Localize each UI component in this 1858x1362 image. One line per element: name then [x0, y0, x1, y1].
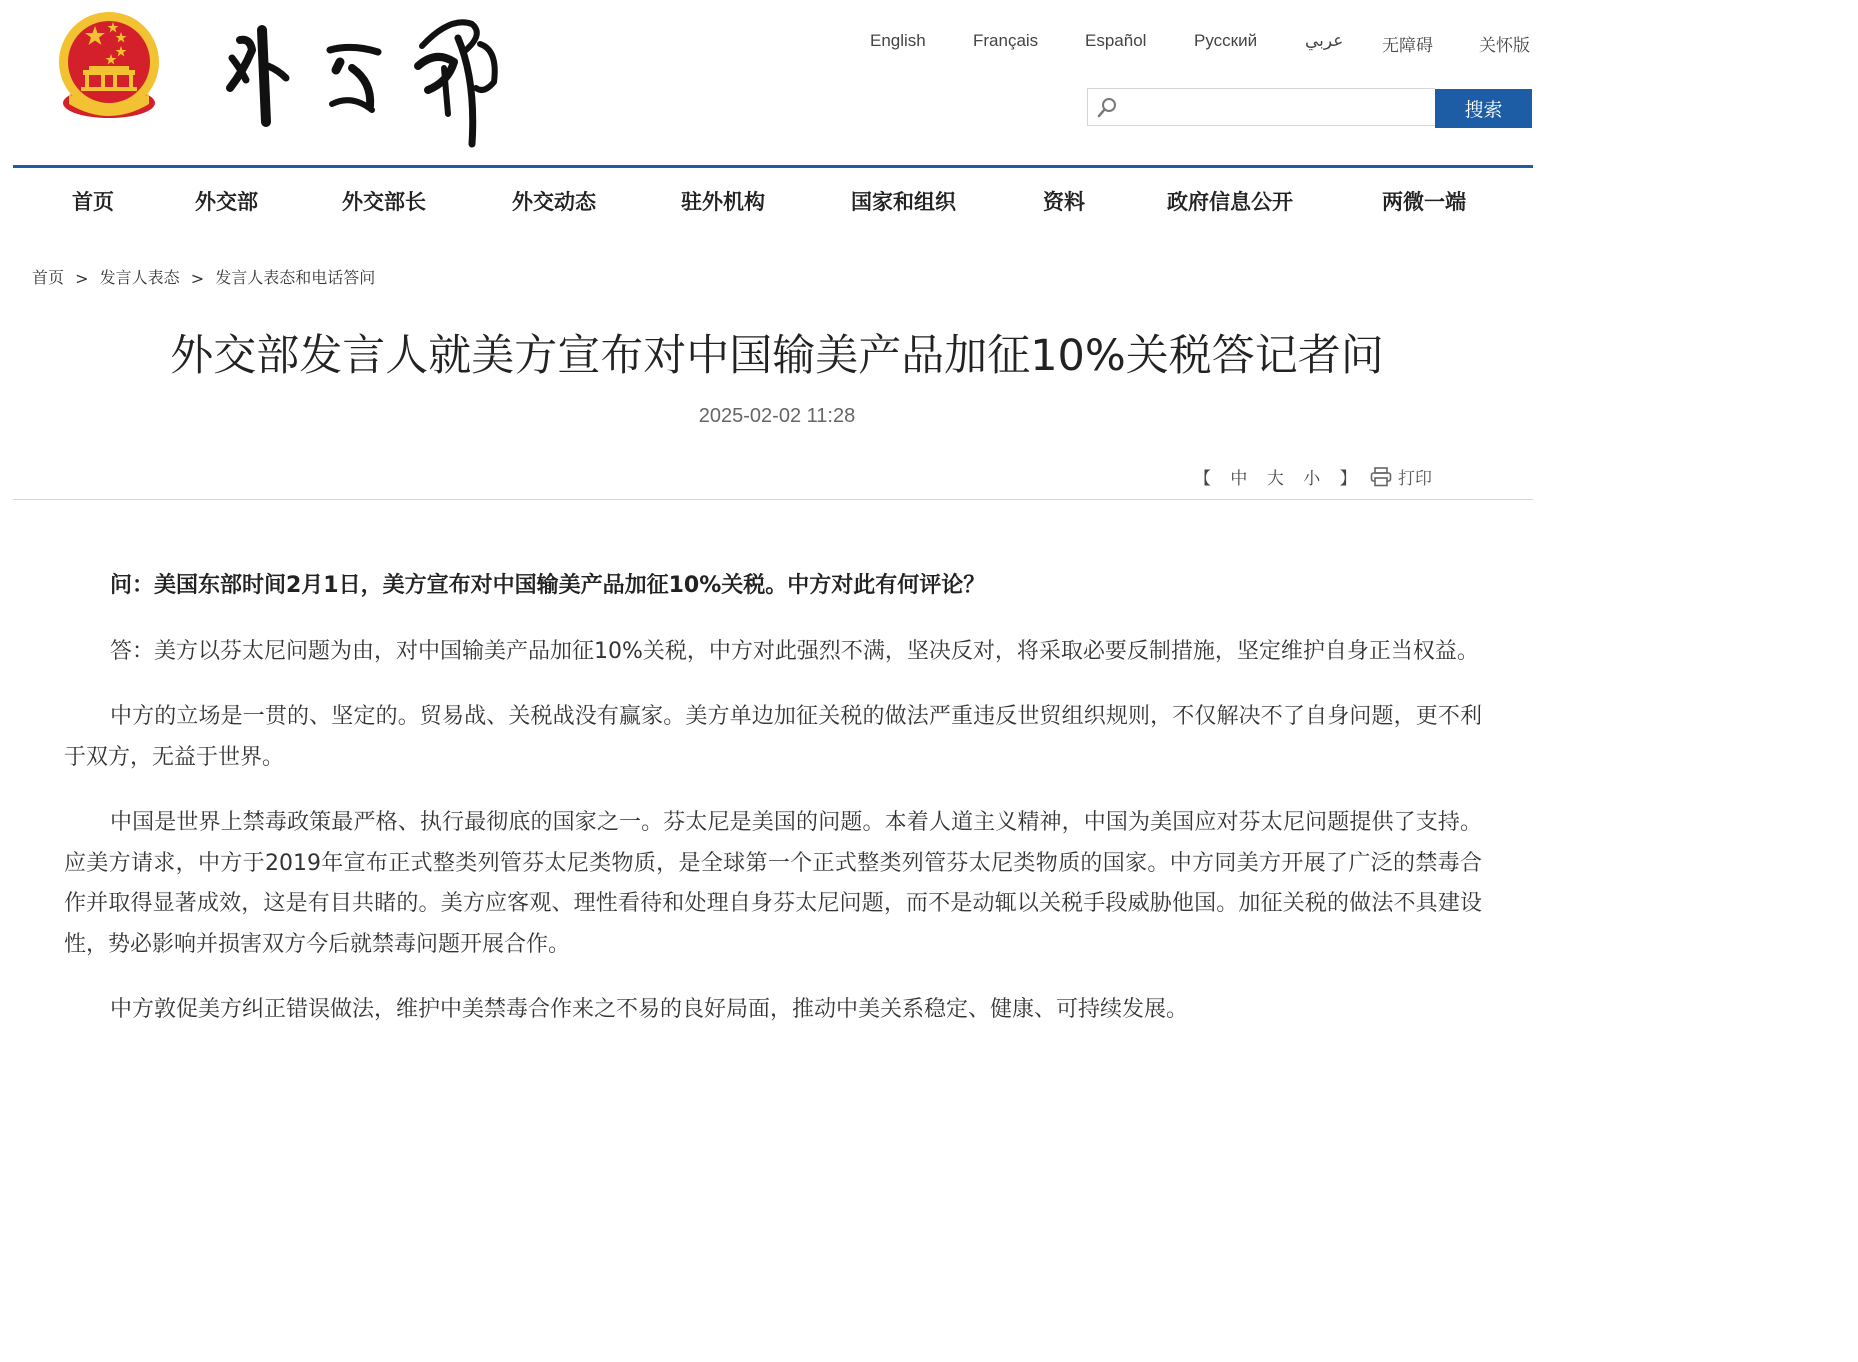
article-body	[64, 566, 1482, 1056]
accessibility-link[interactable]: 无障碍	[1382, 36, 1433, 55]
lang-french-link[interactable]: Français	[973, 31, 1039, 50]
breadcrumb-spokesperson[interactable]: 发言人表态	[99, 268, 180, 287]
search-icon	[1096, 97, 1118, 119]
question-paragraph: 问：美国东部时间2月1日，美方宣布对中国输美产品加征10%关税。中方对此有何评论？	[110, 573, 986, 598]
bracket-close: 】	[1339, 469, 1357, 489]
bracket-open: 【	[1194, 469, 1211, 489]
elderly-care-version-link[interactable]: 关怀版	[1479, 36, 1530, 55]
nav-ministry[interactable]: 外交部	[195, 190, 258, 214]
nav-government-info[interactable]: 政府信息公开	[1167, 190, 1293, 214]
answer-paragraph: 中方的立场是一贯的、坚定的。贸易战、关税战没有赢家。美方单边加征关税的做法严重违反世贸组织规则，不仅解决不了自身问题，更不利于双方，无益于世界。	[64, 704, 1482, 770]
content-divider	[13, 499, 1533, 500]
font-size-small[interactable]: 小	[1303, 469, 1321, 489]
nav-missions-abroad[interactable]: 驻外机构	[681, 190, 765, 214]
lang-english-link[interactable]: English	[870, 31, 926, 50]
font-size-controls	[1194, 464, 1371, 489]
nav-resources[interactable]: 资料	[1043, 190, 1085, 214]
font-size-large[interactable]: 中	[1230, 469, 1248, 489]
header-divider	[13, 165, 1533, 168]
lang-arabic-link[interactable]: عربي	[1305, 31, 1344, 50]
breadcrumb	[32, 265, 375, 288]
font-size-medium[interactable]: 大	[1266, 469, 1284, 489]
ministry-calligraphy-logo[interactable]	[222, 10, 507, 150]
answer-paragraph: 答：美方以芬太尼问题为由，对中国输美产品加征10%关税，中方对此强烈不满，坚决反对，将采取必要反制措施，坚定维护自身正当权益。	[110, 638, 1479, 664]
nav-foreign-minister[interactable]: 外交部长	[342, 190, 426, 214]
lang-spanish-link[interactable]: Español	[1085, 31, 1147, 50]
breadcrumb-separator: >	[75, 269, 89, 288]
nav-countries-organizations[interactable]: 国家和组织	[851, 190, 956, 214]
article-title: 外交部发言人就美方宣布对中国输美产品加征10%关税答记者问	[170, 331, 1384, 381]
breadcrumb-home[interactable]: 首页	[32, 268, 65, 287]
search-box	[1087, 88, 1435, 126]
nav-diplomatic-news[interactable]: 外交动态	[512, 190, 596, 214]
search-button[interactable]: 搜索	[1435, 89, 1532, 128]
nav-social-media[interactable]: 两微一端	[1382, 190, 1466, 214]
answer-paragraph: 中方敦促美方纠正错误做法，维护中美禁毒合作来之不易的良好局面，推动中美关系稳定、健康、可持续发展。	[110, 997, 1189, 1022]
breadcrumb-separator: >	[190, 269, 205, 288]
print-label: 打印	[1398, 469, 1432, 489]
nav-home[interactable]: 首页	[72, 190, 114, 214]
print-button[interactable]	[1370, 464, 1432, 489]
national-emblem-logo[interactable]	[55, 8, 163, 122]
article-date: 2025-02-02 11:28	[698, 405, 856, 427]
search-input[interactable]	[1124, 91, 1428, 125]
printer-icon	[1370, 467, 1392, 487]
answer-paragraph: 中国是世界上禁毒政策最严格、执行最彻底的国家之一。芬太尼是美国的问题。本着人道主义精神，中国为美国应对芬太尼问题提供了支持。应美方请求，中方于2019年宣布正式整类列管芬太尼类物质，是全球第一个正式整类列管芬太尼类物质的国家。中方同美方开展了广泛的禁毒合作并取得显著成效，这是有目共睹的。美方应客观、理性看待和处理自身芬太尼问题，而不是动辄以关税手段威胁他国。加征关税的做法不具建设性，势必影响并损害双方今后就禁毒问题开展合作。	[64, 810, 1482, 957]
breadcrumb-current[interactable]: 发言人表态和电话答问	[215, 268, 376, 287]
lang-russian-link[interactable]: Русский	[1194, 31, 1258, 50]
